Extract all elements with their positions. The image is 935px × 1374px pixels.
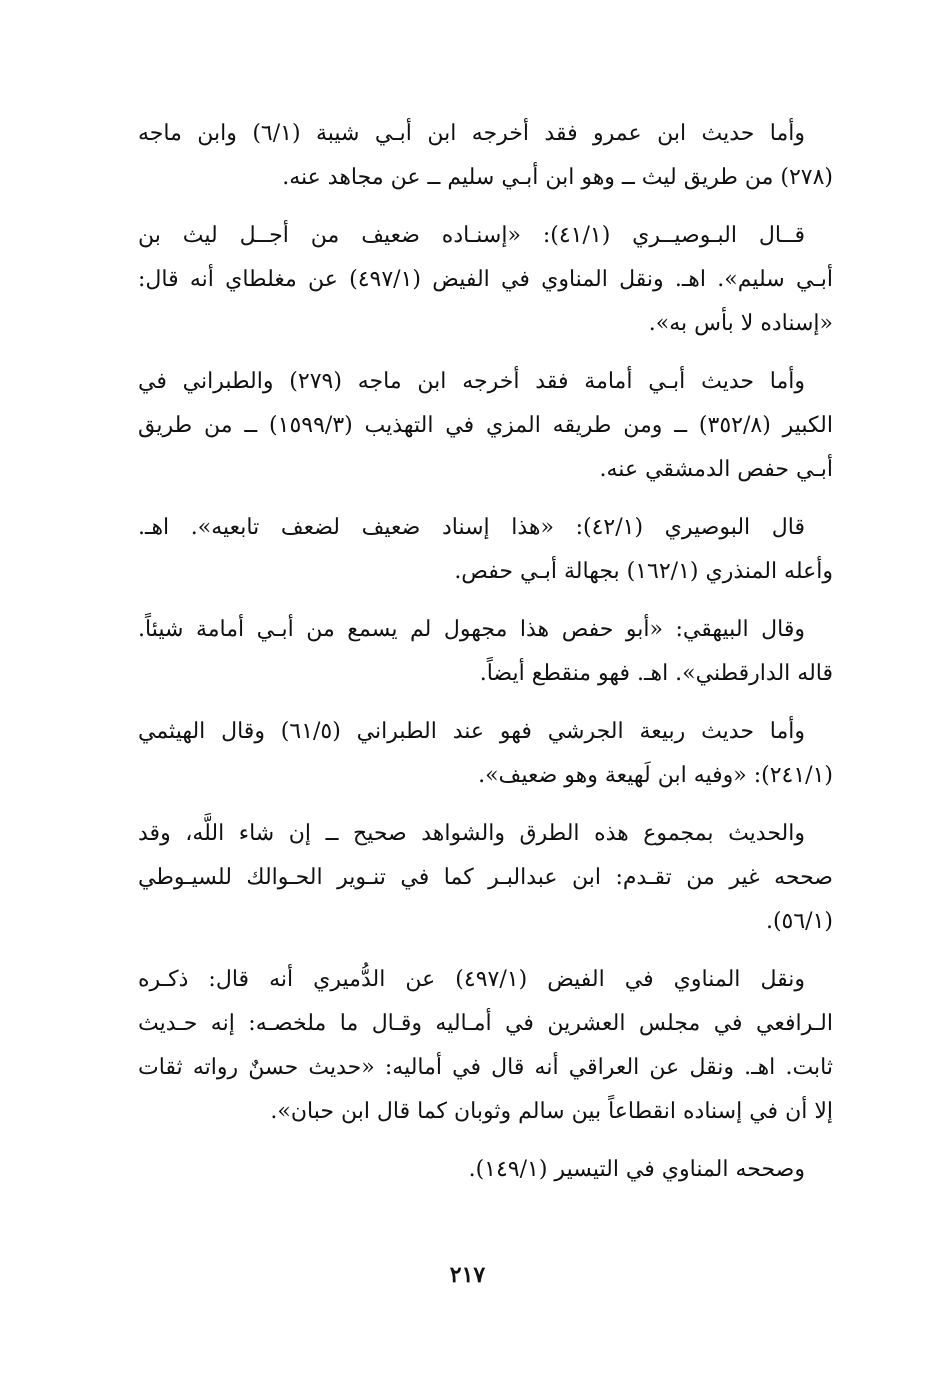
text-line: أبـي حفص الدمشقي عنه. xyxy=(599,457,833,482)
text-line: قــال البـوصيــري (٤١/١): «إسنـاده ضعيف من أجــل ليث بن xyxy=(138,223,805,248)
paragraph-hadith-authenticity xyxy=(138,812,833,944)
text-line: (٢٧٨) من طريق ليث ــ وهو ابن أبـي سليم ــ عن مجاهد عنه. xyxy=(282,165,833,190)
paragraph-munawi-damiri xyxy=(138,958,833,1134)
page-body xyxy=(138,112,833,1206)
text-line: الكبير (٣٥٢/٨) ــ ومن طريقه المزي في التهذيب (١٥٩٩/٣) ــ من طريق xyxy=(138,413,833,438)
paragraph-busiri-weak-isnad xyxy=(138,506,833,594)
text-line: الـرافعي في مجلس العشرين في أمـاليه وقـال ما ملخصـه: إنه حـديث xyxy=(138,1011,833,1036)
paragraph-busiri-comment xyxy=(138,214,833,346)
text-line: وصححه المناوي في التيسير (١٤٩/١). xyxy=(468,1157,805,1182)
text-line: صححه غير من تقـدم: ابن عبدالبـر كما في تنـوير الحـوالك للسيـوطي xyxy=(138,865,833,890)
text-line: وأما حديث ابن عمرو فقد أخرجه ابن أبـي شيبة (٦/١) وابن ماجه xyxy=(138,121,805,146)
paragraph-munawi-taysir xyxy=(138,1148,833,1192)
text-line: أبـي سليم». اهـ. ونقل المناوي في الفيض (٤٩٧/١) عن مغلطاي أنه قال: xyxy=(138,267,833,292)
text-line: ثابت. اهـ. ونقل عن العراقي أنه قال في أماليه: «حديث حسنٌ رواته ثقات xyxy=(138,1055,833,1080)
text-line: (٢٤١/١): «وفيه ابن لَهيعة وهو ضعيف». xyxy=(478,763,833,788)
paragraph-ibn-amr-hadith xyxy=(138,112,833,200)
text-line: ونقل المناوي في الفيض (٤٩٧/١) عن الدُّميري أنه قال: ذكـره xyxy=(138,967,805,992)
text-line: قاله الدارقطني». اهـ. فهو منقطع أيضاً. xyxy=(479,661,833,686)
page-number: ٢١٧ xyxy=(449,1262,486,1288)
text-line: وقال البيهقي: «أبو حفص هذا مجهول لم يسمع من أبـي أمامة شيئاً. xyxy=(138,617,805,642)
text-line: «إسناده لا بأس به». xyxy=(648,311,833,336)
paragraph-rabiah-hadith xyxy=(138,710,833,798)
text-line: والحديث بمجموع هذه الطرق والشواهد صحيح ــ إن شاء اللَّه، وقد xyxy=(138,821,805,846)
text-line: قال البوصيري (٤٢/١): «هذا إسناد ضعيف لضعف تابعيه». اهـ. xyxy=(138,515,805,540)
paragraph-bayhaqi-comment xyxy=(138,608,833,696)
text-line: وأعله المنذري (١٦٢/١) بجهالة أبـي حفص. xyxy=(454,559,833,584)
text-line: وأما حديث أبـي أمامة فقد أخرجه ابن ماجه (٢٧٩) والطبراني في xyxy=(138,369,805,394)
text-line: (٥٦/١). xyxy=(765,909,833,934)
text-line: وأما حديث ربيعة الجرشي فهو عند الطبراني (٦١/٥) وقال الهيثمي xyxy=(138,719,806,744)
text-line: إلا أن في إسناده انقطاعاً بين سالم وثوبان كما قال ابن حبان». xyxy=(270,1099,833,1124)
paragraph-abu-umamah-hadith xyxy=(138,360,833,492)
